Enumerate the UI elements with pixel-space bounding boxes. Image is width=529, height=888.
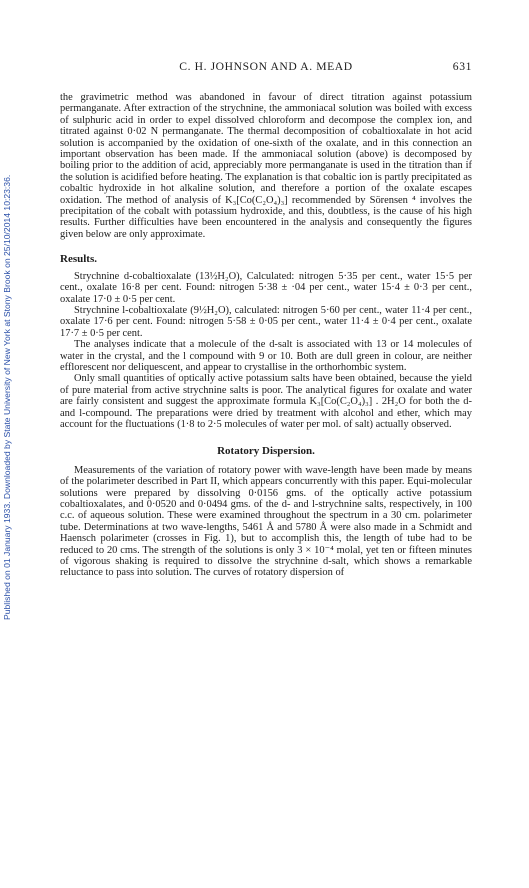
paragraph-analysis-method: the gravimetric method was abandoned in favour of direct titration against potassium permanganate. After extraction of the strychnine, the ammoniacal solution was boiled with excess of sulphuric acid in order to expel dissolved chloroform and decompose the complex ion, and titrated against 0·02 N permanganate. The thermal decomposition of cobaltioxalate in hot acid solution is accompanied by the oxidation of one-sixth of the oxalate, and in this connection an important observation has been made. If the ammoniacal solution (above) is decomposed by boiling prior to the addition of acid, appreciably more permanganate is used in the titration than if the solution is acidified before heating. The explanation is that cobaltic ion is partly precipitated as cobaltic hydroxide in hot alkaline solution, and therefore a portion of the oxalate escapes oxidation. The method of analysis of K₃[Co(C₂O₄)₃] recommended by Sörensen ⁴ involves the precipitation of the cobalt with potassium hydroxide, and this, doubtless, is the cause of his high results. Further difficulties have been encountered in the analysis and consequently the figures given below are only approximate.	[60, 92, 472, 240]
page-number: 631	[452, 60, 472, 73]
paragraph-hydration: The analyses indicate that a molecule of the d-salt is associated with 13 or 14 molecules of water in the crystal, and the l compound with 9 or 10. Both are dull green in colour, are neither efflorescent nor deliquescent, and appear to crystallise in the orthorhombic system.	[60, 339, 472, 373]
paragraph-potassium-salts: Only small quantities of optically active potassium salts have been obtained, because the yield of pure material from active strychnine salts is poor. The analytical figures for oxalate and water are fairly consistent and suggest the approximate formula K₃[Co(C₂O₄)₃] . 2H₂O for both the d- and l-compound. The preparations were dried by treatment with alcohol and ether, which may account for the fluctuations (1·8 to 2·5 molecules of water per mol. of salt) actually observed.	[60, 373, 472, 430]
paragraph-d-salt-analysis: Strychnine d-cobaltioxalate (13½H₂O), Calculated: nitrogen 5·35 per cent., water 15·5 per cent., oxalate 16·8 per cent. Found: nitrogen 5·38 ± ·04 per cent., water 15·4 ± 0·3 per cent., oxalate 17·0 ± 0·5 per cent.	[60, 270, 472, 305]
section-heading-results: Results.	[60, 253, 97, 266]
download-notice-text: Published on 01 January 1933. Downloaded by State University of New York at Stony Brook on 25/10/2014 10:23:36.	[2, 174, 12, 620]
paragraph-rotatory-measurements: Measurements of the variation of rotatory power with wave-length have been made by means of the polarimeter described in Part II, which appears concurrently with this paper. Equi-molecular solutions were prepared by dissolving 0·0156 gms. of the optically active potassium cobaltioxalates, and 0·0520 and 0·0494 gms. of the d- and l-strychnine salts, respectively, in 100 c.c. of aqueous solution. These were examined throughout the spectrum in a 30 cm. polarimeter tube. Determinations at two wave-lengths, 5461 Å and 5780 Å were also made in a Schmidt and Haensch polarimeter (crosses in Fig. 1), but to accomplish this, the length of tube had to be reduced to 20 cms. The strength of the solutions is only 3 × 10⁻⁴ molal, yet ten or fifteen minutes of vigorous shaking is required to dissolve the strychnine d-salt, which shows a remarkable reluctance to pass into solution. The curves of rotatory dispersion of	[60, 464, 472, 579]
article-body	[60, 92, 472, 579]
paragraph-l-salt-analysis: Strychnine l-cobaltioxalate (9½H₂O), calculated: nitrogen 5·60 per cent., water 11·4 per cent., oxalate 17·6 per cent. Found: nitrogen 5·58 ± 0·05 per cent., water 11·4 ± 0·4 per cent., oxalate 17·7 ± 0·5 per cent.	[60, 304, 472, 339]
download-watermark	[2, 60, 14, 620]
section-heading-rotatory-dispersion: Rotatory Dispersion.	[217, 445, 315, 458]
author-names: C. H. JOHNSON AND A. MEAD	[179, 60, 353, 73]
running-head	[60, 60, 472, 78]
